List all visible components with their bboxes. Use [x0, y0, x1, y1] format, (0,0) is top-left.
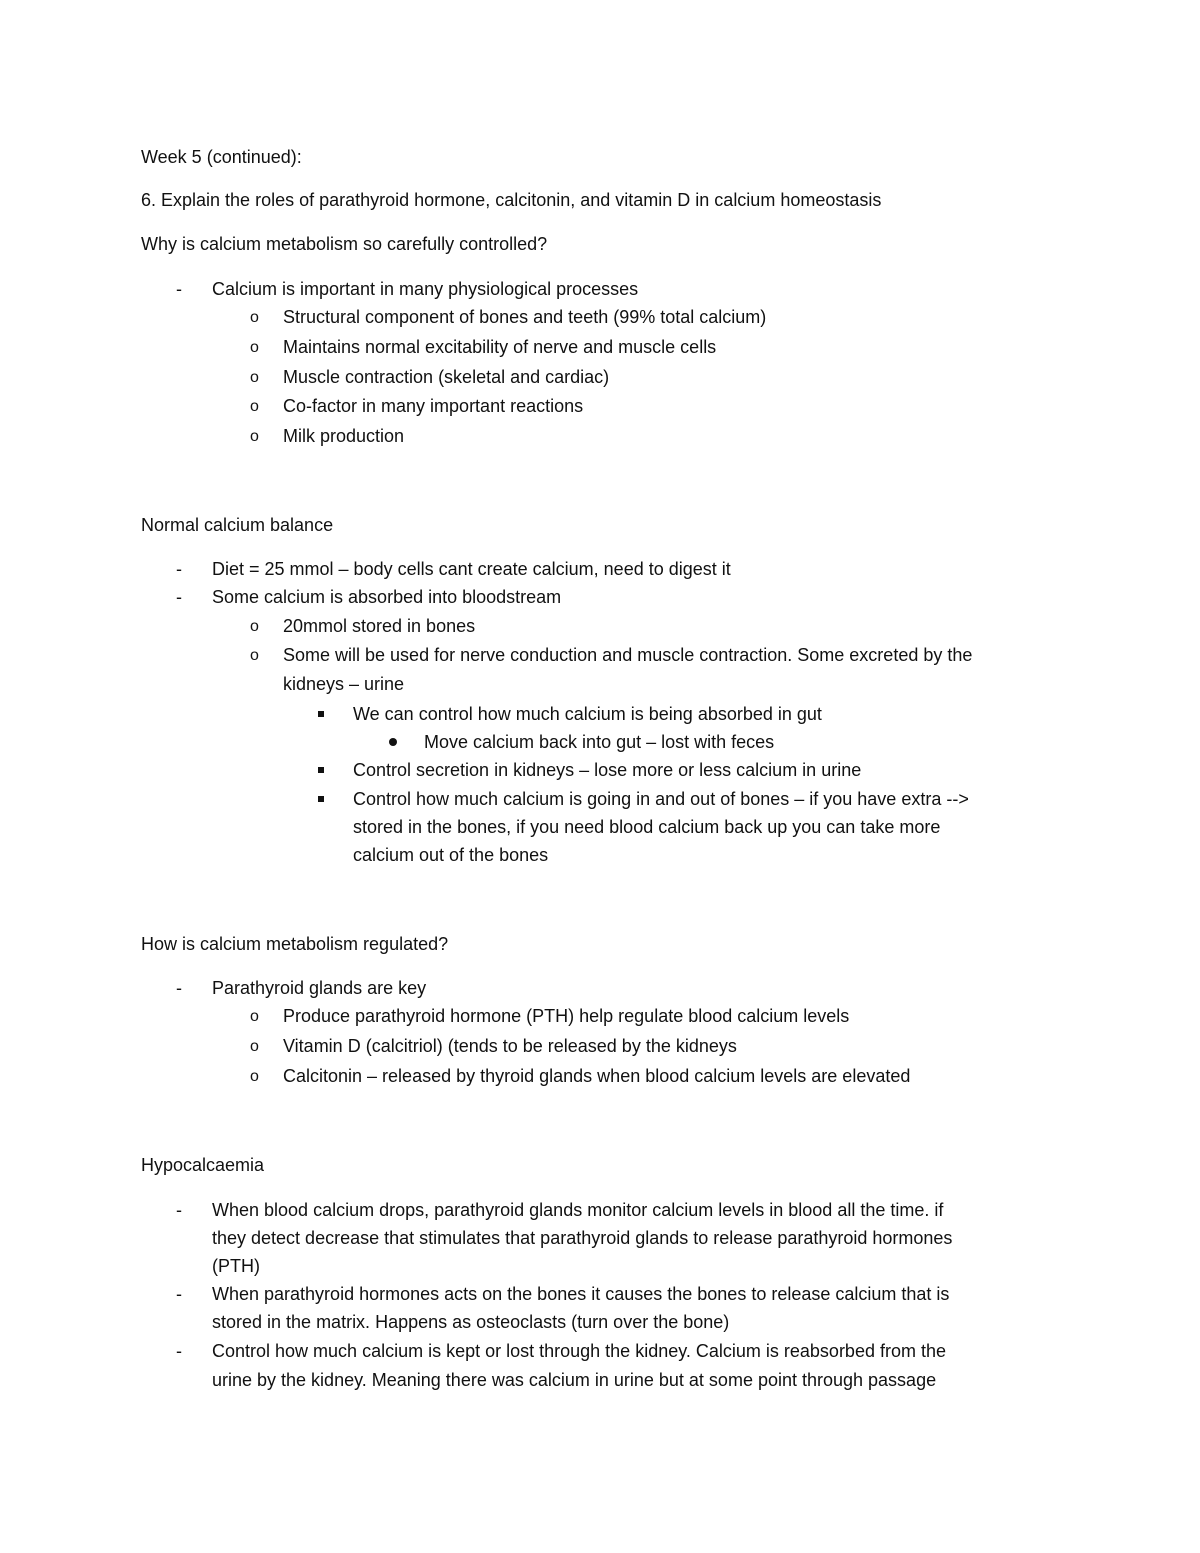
- sub-list-item: Co-factor in many important reactions: [283, 396, 584, 416]
- dash-bullet: -: [176, 587, 182, 607]
- sub-list-item: Produce parathyroid hormone (PTH) help regulate blood calcium levels: [283, 1006, 850, 1026]
- list-item-continued: urine by the kidney. Meaning there was calcium in urine but at some point through passage: [212, 1370, 937, 1390]
- list-item: When parathyroid hormones acts on the bones it causes the bones to release calcium that is: [212, 1284, 950, 1304]
- dash-bullet: -: [176, 978, 182, 998]
- square-bullet: [318, 711, 324, 717]
- sub-list-item: 20mmol stored in bones: [283, 616, 476, 636]
- nested-list-item-continued: calcium out of the bones: [353, 845, 549, 865]
- dash-bullet: -: [176, 1284, 182, 1304]
- section-heading: Why is calcium metabolism so carefully controlled?: [141, 234, 548, 254]
- list-item: Calcium is important in many physiological processes: [212, 279, 639, 299]
- list-item: Parathyroid glands are key: [212, 978, 427, 998]
- section-heading: Normal calcium balance: [141, 515, 334, 535]
- dash-bullet: -: [176, 1200, 182, 1220]
- deep-list-item: Move calcium back into gut – lost with feces: [424, 732, 775, 752]
- sub-list-item: Structural component of bones and teeth (99% total calcium): [283, 307, 767, 327]
- list-item: Diet = 25 mmol – body cells cant create calcium, need to digest it: [212, 559, 731, 579]
- sub-list-item: Vitamin D (calcitriol) (tends to be released by the kidneys: [283, 1036, 737, 1056]
- dash-bullet: -: [176, 559, 182, 579]
- nested-list-item-continued: stored in the bones, if you need blood calcium back up you can take more: [353, 817, 941, 837]
- sub-list-item: Some will be used for nerve conduction and muscle contraction. Some excreted by the: [283, 645, 973, 665]
- sub-list-item-continued: kidneys – urine: [283, 674, 405, 694]
- section-heading: How is calcium metabolism regulated?: [141, 934, 449, 954]
- nested-list-item: Control secretion in kidneys – lose more or less calcium in urine: [353, 760, 862, 780]
- circle-bullet: o: [250, 1068, 259, 1085]
- circle-bullet: o: [250, 618, 259, 635]
- square-bullet: [318, 767, 324, 773]
- dash-bullet: -: [176, 279, 182, 299]
- circle-bullet: o: [250, 428, 259, 445]
- dash-bullet: -: [176, 1341, 182, 1361]
- square-bullet: [318, 796, 324, 802]
- circle-bullet: o: [250, 1008, 259, 1025]
- circle-bullet: o: [250, 339, 259, 356]
- objective-text: 6. Explain the roles of parathyroid hormone, calcitonin, and vitamin D in calcium homeostasis: [141, 190, 882, 210]
- circle-bullet: o: [250, 369, 259, 386]
- circle-bullet: o: [250, 647, 259, 664]
- list-item: Control how much calcium is kept or lost through the kidney. Calcium is reabsorbed from the: [212, 1341, 946, 1361]
- nested-list-item: We can control how much calcium is being absorbed in gut: [353, 704, 822, 724]
- list-item: Some calcium is absorbed into bloodstream: [212, 587, 562, 607]
- circle-bullet: o: [250, 398, 259, 415]
- week-title: Week 5 (continued):: [141, 147, 302, 167]
- sub-list-item: Maintains normal excitability of nerve and muscle cells: [283, 337, 717, 357]
- list-item-continued: they detect decrease that stimulates that parathyroid glands to release parathyroid hormones: [212, 1228, 953, 1248]
- sub-list-item: Milk production: [283, 426, 405, 446]
- circle-bullet: o: [250, 309, 259, 326]
- list-item-continued: stored in the matrix. Happens as osteoclasts (turn over the bone): [212, 1312, 730, 1332]
- dot-bullet: [389, 738, 397, 746]
- circle-bullet: o: [250, 1038, 259, 1055]
- sub-list-item: Muscle contraction (skeletal and cardiac): [283, 367, 610, 387]
- sub-list-item: Calcitonin – released by thyroid glands when blood calcium levels are elevated: [283, 1066, 911, 1086]
- section-heading: Hypocalcaemia: [141, 1155, 265, 1175]
- nested-list-item: Control how much calcium is going in and out of bones – if you have extra -->: [353, 789, 969, 809]
- list-item-continued: (PTH): [212, 1256, 260, 1276]
- list-item: When blood calcium drops, parathyroid glands monitor calcium levels in blood all the time. if: [212, 1200, 944, 1220]
